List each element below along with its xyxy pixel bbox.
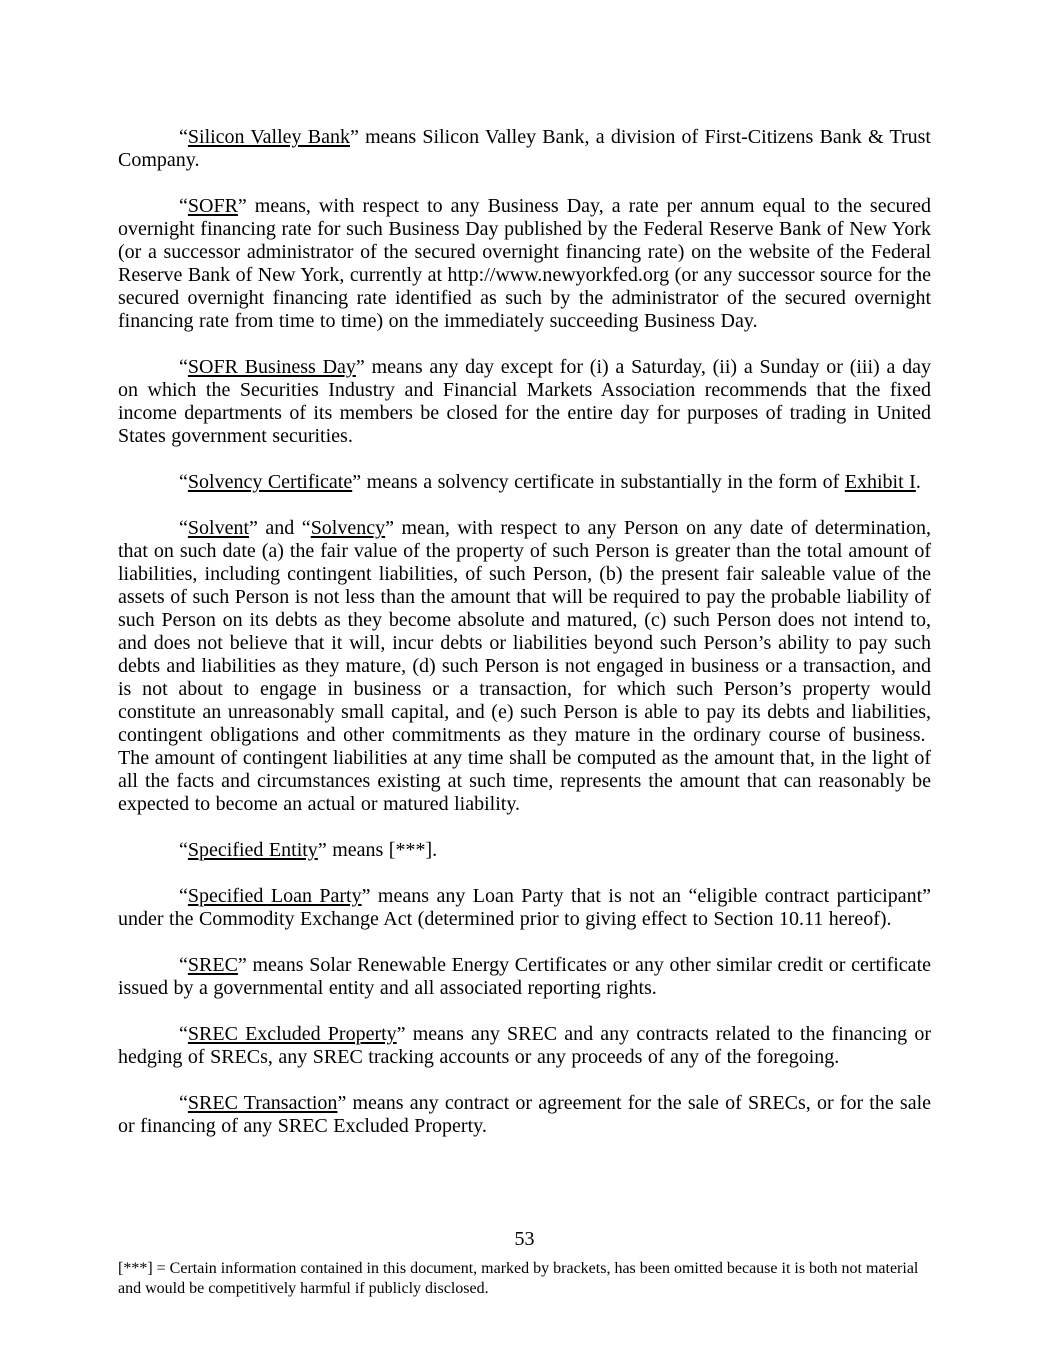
defined-term: Specified Entity [187,839,318,861]
paragraph-text: “ [179,885,188,907]
defined-term: SREC Transaction [187,1092,338,1114]
paragraph-text: ” means any day except for (i) a Saturday, (ii) a Sunday or (iii) a day on which the Securities Industry and Financial Markets Association recommends that the fixed income departments of its members be closed for the entire day for purposes of trading in United States government securities. [118,356,931,447]
page-number: 53 [514,1228,535,1250]
paragraph-text: “ [179,839,188,861]
document-footer [118,1228,931,1299]
paragraph-text: . [915,471,921,493]
defined-term: Solvency Certificate [187,471,353,493]
defined-term: SREC [187,954,238,976]
paragraph-text: ” means, with respect to any Business Day, a rate per annum equal to the secured overnight financing rate for such Business Day published by the Federal Reserve Bank of New York (or a successor administrator of the secured overnight financing rate) on the website of the Federal Reserve Bank of New York, currently at http://www.newyorkfed.org (or any successor source for the secured overnight financing rate identified as such by the administrator of the secured overnight financing rate from time to time) on the immediately succeeding Business Day. [118,195,931,332]
defined-term: Exhibit I [844,471,916,493]
paragraph [118,1023,931,1069]
paragraph-text: “ [179,954,188,976]
paragraph-text: ” and “ [249,517,311,539]
paragraph [118,356,931,448]
paragraph [118,126,931,172]
paragraph [118,517,931,816]
paragraph-text: ” means Silicon Valley Bank, a division of First-Citizens Bank & Trust Company. [118,126,931,171]
defined-term: Solvent [187,517,250,539]
defined-term: Silicon Valley Bank [187,126,350,148]
paragraph-text: ” means a solvency certificate in substantially in the form of [352,471,845,493]
paragraph-text: “ [179,1092,188,1114]
footnote: [***] = Certain information contained in this document, marked by brackets, has been omitted because it is both not material and would be competitively harmful if publicly disclosed. [118,1260,919,1297]
paragraph-text: ” means [***]. [317,839,438,861]
paragraph-text: “ [179,195,188,217]
paragraph [118,471,931,494]
paragraph-text: ” means Solar Renewable Energy Certificates or any other similar credit or certificate issued by a governmental entity and all associated reporting rights. [118,954,931,999]
paragraph-text: ” mean, with respect to any Person on any date of determination, that on such date (a) the fair value of the property of such Person is greater than the total amount of liabilities, including contingent liabilities, of such Person, (b) the present fair saleable value of the assets of such Person is not less than the amount that will be required to pay the probable liability of such Person on its debts as they become absolute and matured, (c) such Person does not intend to, and does not believe that it will, incur debts or liabilities beyond such Person’s ability to pay such debts and liabilities as they mature, (d) such Person is not engaged in business or a transaction, and is not about to engage in business or a transaction, for which such Person’s property would constitute an unreasonably small capital, and (e) such Person is able to pay its debts and liabilities, contingent obligations and other commitments as they mature in the ordinary course of business. The amount of contingent liabilities at any time shall be computed as the amount that, in the light of all the facts and circumstances existing at such time, represents the amount that can reasonably be expected to become an actual or matured liability. [118,517,931,815]
defined-term: SREC Excluded Property [187,1023,397,1045]
paragraph [118,1092,931,1138]
paragraph-text: ” means any SREC and any contracts related to the financing or hedging of SRECs, any SREC tracking accounts or any proceeds of any of the foregoing. [118,1023,931,1068]
paragraph-text: “ [179,126,188,148]
paragraph-text: ” means any contract or agreement for the sale of SRECs, or for the sale or financing of any SREC Excluded Property. [118,1092,932,1137]
paragraph [118,954,931,1000]
paragraph-text: “ [179,356,188,378]
document-body [118,126,931,1138]
paragraph [118,195,931,333]
defined-term: SOFR Business Day [187,356,356,378]
paragraph-text: “ [179,471,188,493]
paragraph [118,885,931,931]
paragraph-text: “ [179,1023,188,1045]
defined-term: Solvency [310,517,386,539]
paragraph-text: ” means any Loan Party that is not an “eligible contract participant” under the Commodity Exchange Act (determined prior to giving effect to Section 10.11 hereof). [118,885,931,930]
paragraph [118,839,931,862]
paragraph-text: “ [179,517,188,539]
defined-term: SOFR [187,195,238,217]
defined-term: Specified Loan Party [187,885,362,907]
